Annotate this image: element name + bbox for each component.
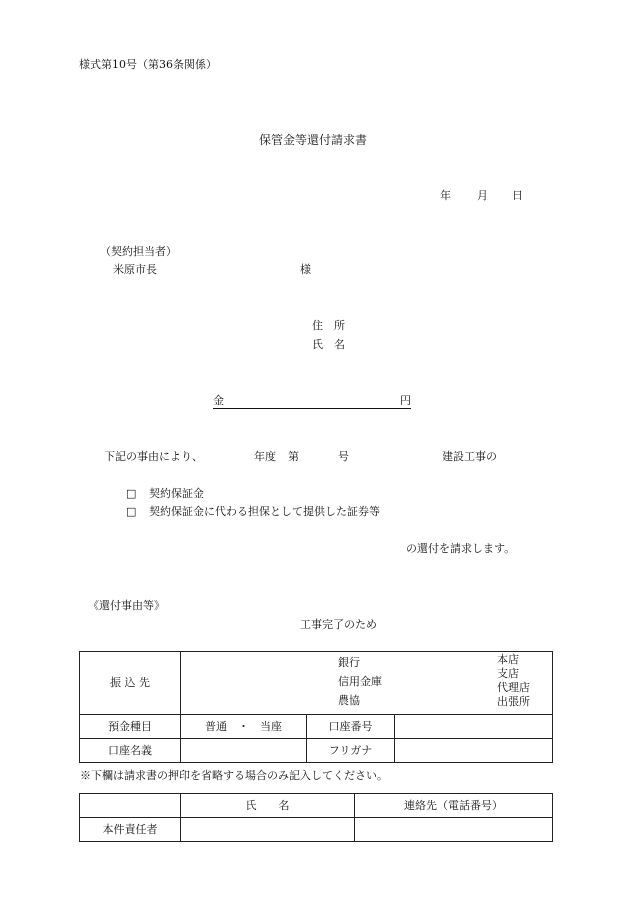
branch-types	[497, 653, 530, 709]
responsible-table	[79, 793, 553, 842]
responsible-contact-field[interactable]	[355, 818, 553, 842]
amount-underline	[213, 394, 411, 409]
recipient-name: 米原市長	[113, 263, 157, 276]
bank-table	[79, 651, 553, 763]
account-name-field[interactable]	[181, 739, 307, 763]
blank-header-cell	[80, 794, 181, 818]
account-name-label: 口座名義	[80, 739, 181, 763]
document-title: 保管金等還付請求書	[259, 133, 368, 147]
reason-lead: 下記の事由により、	[104, 450, 203, 463]
account-number-label: 口座番号	[307, 715, 395, 739]
deposit-type-label: 預金種目	[80, 715, 181, 739]
option-label: 契約保証金に代わる担保として提供した証券等	[149, 505, 380, 518]
form-number: 様式第10号（第36条関係）	[79, 58, 217, 71]
institution-type: 信用金庫	[338, 675, 382, 688]
reason-work: 建設工事の	[442, 450, 497, 463]
date-month: 月	[477, 189, 488, 202]
reason-heading: 《還付事由等》	[88, 599, 165, 612]
table-row	[80, 794, 553, 818]
furigana-field[interactable]	[395, 739, 553, 763]
branch-type: 支店	[497, 667, 519, 680]
transfer-destination-cell[interactable]	[181, 652, 553, 715]
institution-type: 銀行	[338, 656, 360, 669]
option-label: 契約保証金	[149, 487, 204, 500]
responsible-name-field[interactable]	[181, 818, 355, 842]
name-header: 氏 名	[181, 794, 355, 818]
table-row	[80, 715, 553, 739]
branch-type: 出張所	[497, 695, 530, 708]
branch-type: 本店	[497, 653, 519, 666]
recipient-role: （契約担当者）	[100, 245, 177, 258]
table-row	[80, 818, 553, 842]
reason-dai: 第	[288, 450, 299, 463]
recipient-honorific: 様	[300, 263, 311, 276]
deposit-type-options[interactable]: 普通 ・ 当座	[181, 715, 307, 739]
checkbox-icon[interactable]: □	[126, 505, 137, 518]
table-row	[80, 652, 553, 715]
date-year: 年	[440, 189, 451, 202]
transfer-label: 振 込 先	[80, 652, 181, 715]
furigana-label: フリガナ	[307, 739, 395, 763]
note-text: ※下欄は請求書の押印を省略する場合のみ記入してください。	[80, 769, 388, 782]
reason-year: 年度	[254, 450, 276, 463]
contact-header: 連絡先（電話番号）	[355, 794, 553, 818]
date-day: 日	[512, 189, 523, 202]
account-number-field[interactable]	[395, 715, 553, 739]
name-label: 氏 名	[312, 338, 345, 351]
reason-go: 号	[338, 450, 349, 463]
institution-types	[338, 656, 382, 708]
reason-text: 工事完了のため	[300, 618, 377, 631]
checkbox-icon[interactable]: □	[126, 487, 137, 500]
responsible-person-label: 本件責任者	[80, 818, 181, 842]
institution-type: 農協	[338, 694, 360, 707]
address-label: 住 所	[312, 319, 345, 332]
table-row	[80, 739, 553, 763]
branch-type: 代理店	[497, 681, 530, 694]
request-text: の還付を請求します。	[406, 542, 516, 555]
amount-prefix: 金	[213, 394, 224, 407]
amount-suffix: 円	[400, 394, 411, 407]
